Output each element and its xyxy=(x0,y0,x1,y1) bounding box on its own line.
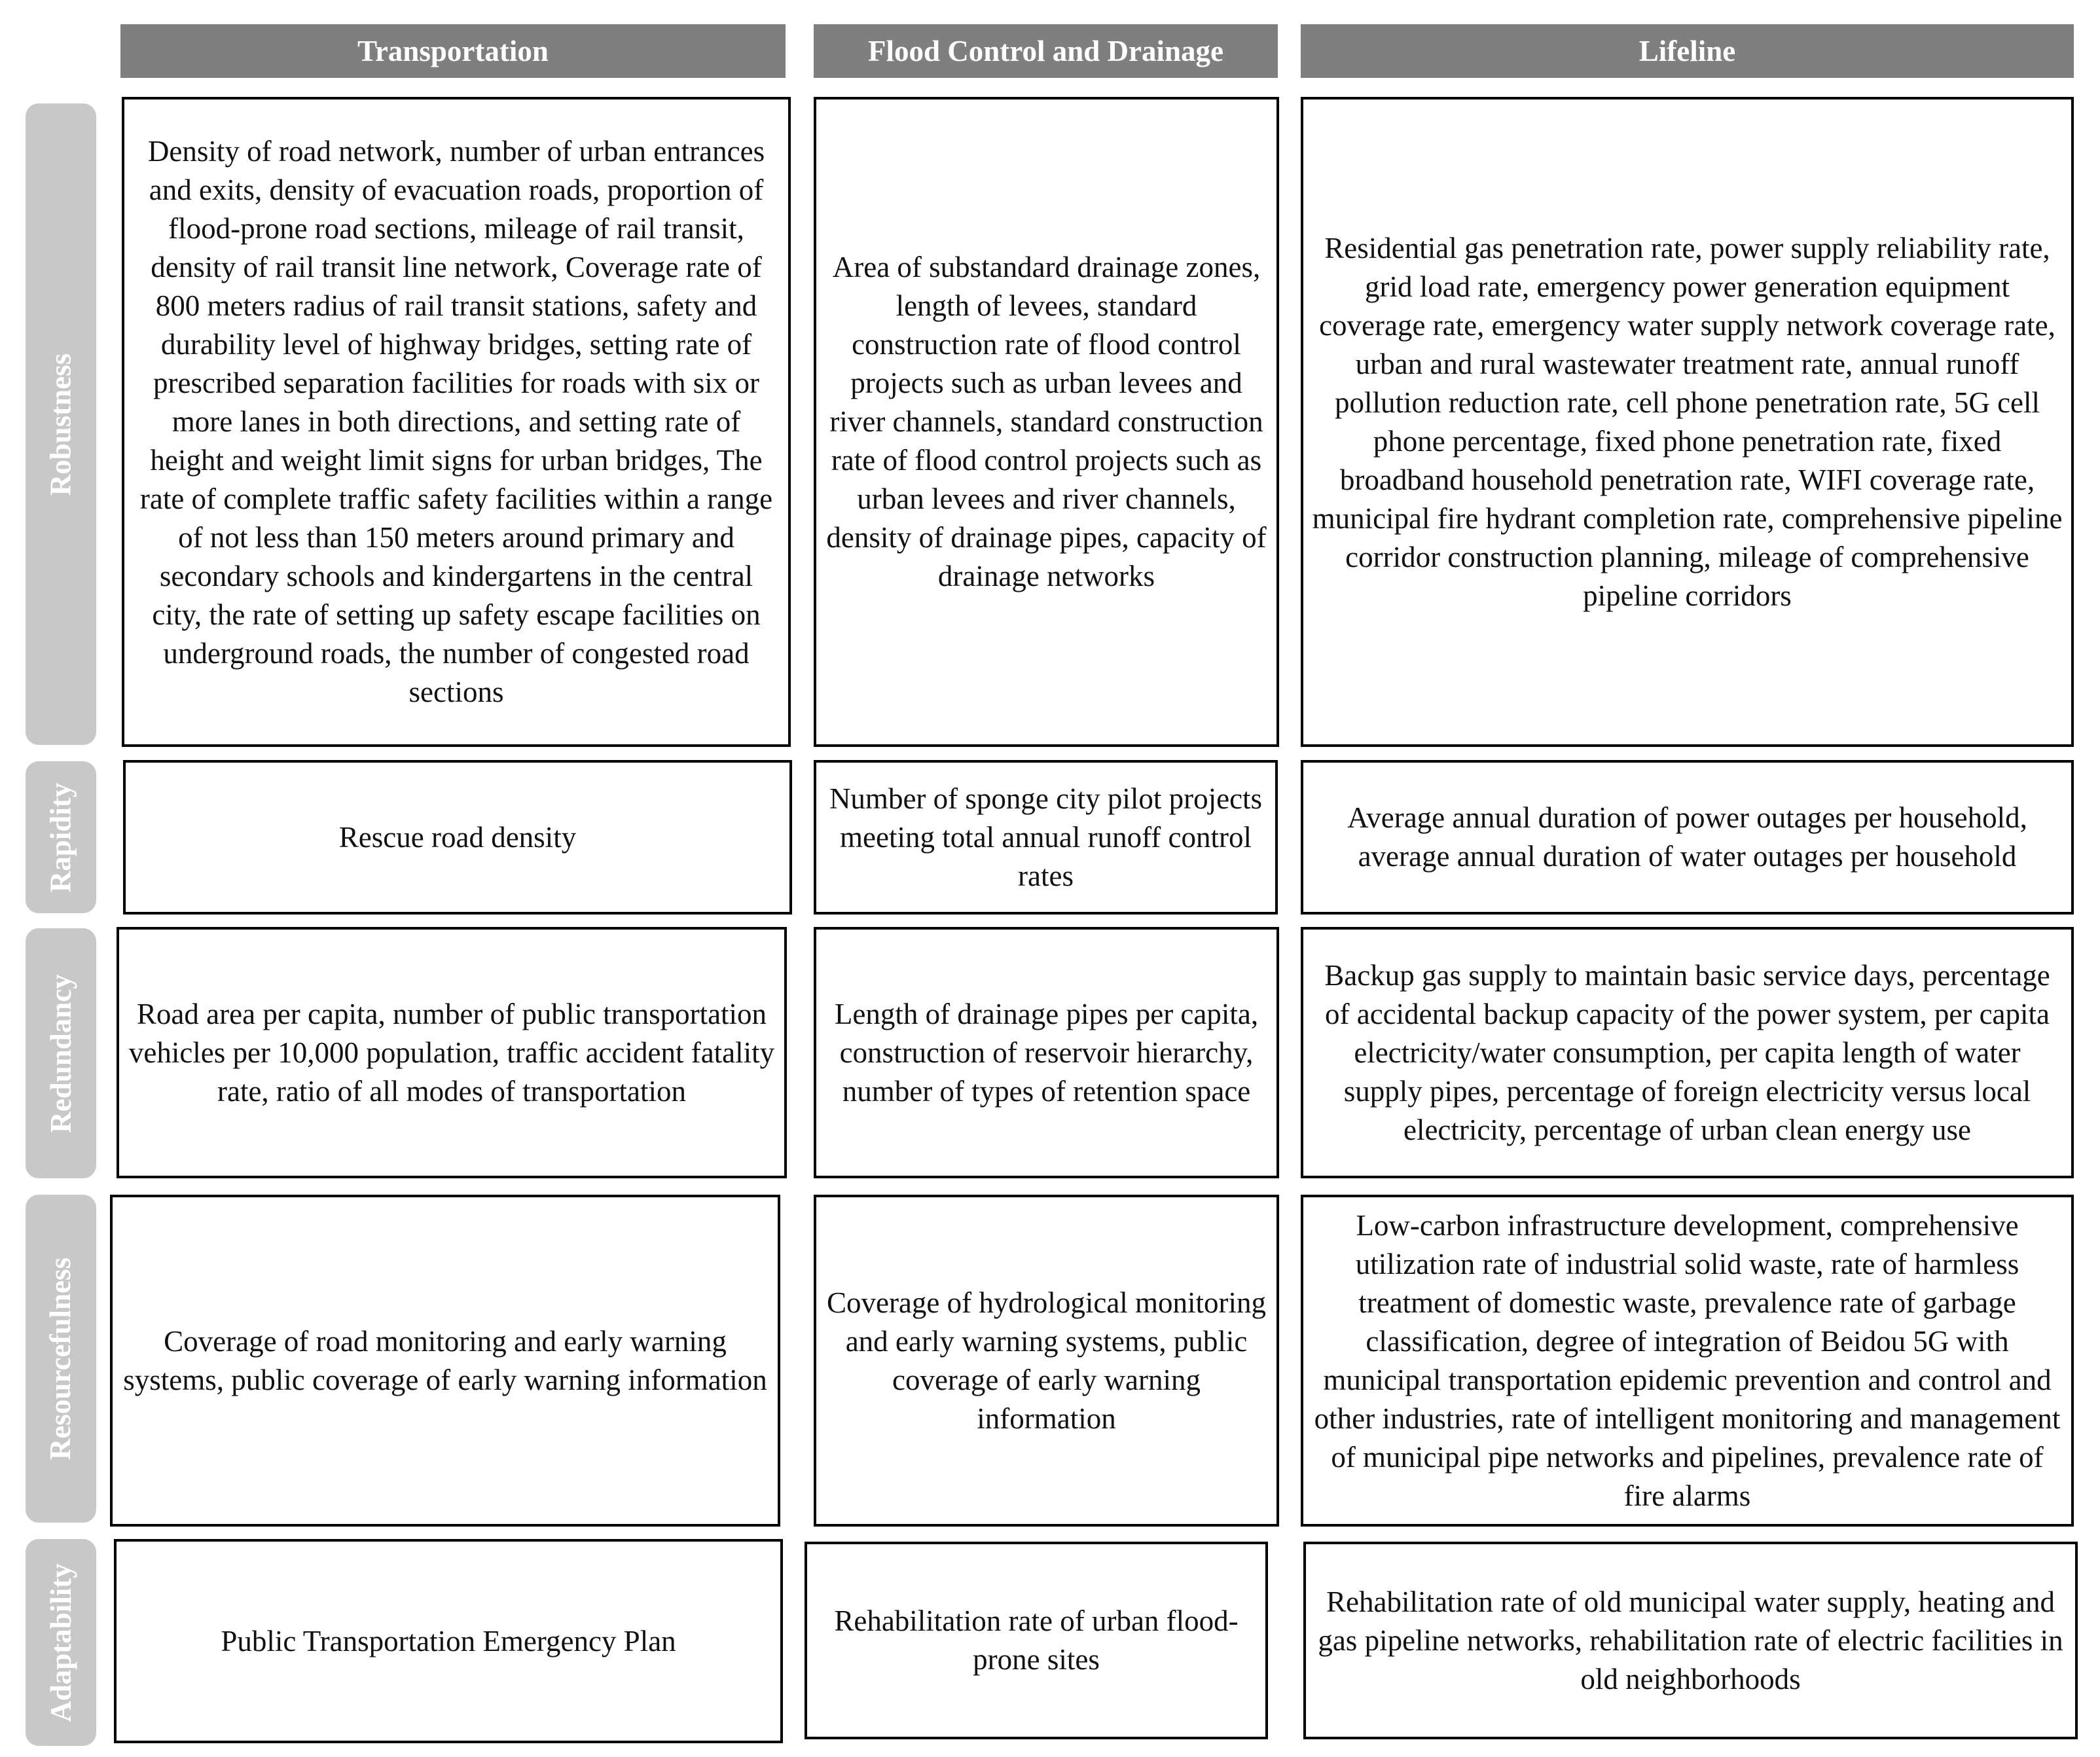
cell-text: Backup gas supply to maintain basic service days, percentage of accidental backup capacity of the power system, per capita electricity/water consumption, per capita length of water supply pipes, percentage of foreign electricity versus local electricity, percentage of urban clean energy use xyxy=(1324,958,2050,1146)
row-label-text: Rapidity xyxy=(44,782,77,892)
column-header-lifeline: Lifeline xyxy=(1301,24,2074,78)
row-label-text: Adaptability xyxy=(44,1563,77,1722)
cell-text: Rehabilitation rate of urban flood-prone sites xyxy=(834,1604,1239,1676)
row-label-text: Redundancy xyxy=(44,973,77,1133)
cell-text: Length of drainage pipes per capita, construction of reservoir hierarchy, number of types of retention space xyxy=(834,997,1259,1108)
cell-resourcefulness-lifeline xyxy=(1301,1195,2074,1527)
cell-adaptability-lifeline xyxy=(1303,1542,2078,1739)
row-label-adaptability xyxy=(26,1539,96,1746)
cell-redundancy-flood-control xyxy=(814,927,1279,1178)
cell-text: Low-carbon infrastructure development, comprehensive utilization rate of industrial solid waste, rate of harmless treatment of domestic waste, prevalence rate of garbage classification, degree of integration of Beidou 5G with municipal transportation epidemic prevention and control and other industries, rate of intelligent monitoring and management of municipal pipe networks and pipelines, prevalence rate of fire alarms xyxy=(1314,1208,2061,1512)
row-label-robustness xyxy=(26,103,96,745)
row-label-redundancy xyxy=(26,928,96,1178)
cell-redundancy-transportation xyxy=(117,927,787,1178)
cell-resourcefulness-transportation xyxy=(110,1195,780,1527)
cell-text: Average annual duration of power outages per household, average annual duration of water outages per household xyxy=(1347,801,2027,873)
row-label-text: Resourcefulness xyxy=(44,1257,77,1460)
cell-robustness-lifeline xyxy=(1301,97,2074,747)
row-label-resourcefulness xyxy=(26,1195,96,1523)
row-label-rapidity xyxy=(26,761,96,913)
cell-text: Residential gas penetration rate, power supply reliability rate, grid load rate, emergency power generation equipment coverage rate, emergency water supply network coverage rate, urban and rural wastewater treatment rate, annual runoff pollution reduction rate, cell phone penetration rate, 5G cell phone percentage, fixed phone penetration rate, fixed broadband household penetration rate, WIFI coverage rate, municipal fire hydrant completion rate, comprehensive pipeline corridor construction planning, mileage of comprehensive pipeline corridors xyxy=(1312,231,2063,612)
cell-text: Coverage of road monitoring and early warning systems, public coverage of early warning information xyxy=(123,1324,767,1396)
cell-text: Area of substandard drainage zones, length of levees, standard construction rate of flood control projects such as urban levees and river channels, standard construction rate of flood control projects such as urban levees and river channels, density of drainage pipes, capacity of drainage networks xyxy=(826,251,1267,592)
cell-rapidity-flood-control xyxy=(814,760,1278,915)
cell-text: Number of sponge city pilot projects meeting total annual runoff control rates xyxy=(829,782,1263,892)
cell-text: Coverage of hydrological monitoring and early warning systems, public coverage of early warning information xyxy=(826,1286,1267,1435)
column-header-flood-control-and-drainage: Flood Control and Drainage xyxy=(814,24,1278,78)
cell-text: Road area per capita, number of public transportation vehicles per 10,000 population, traffic accident fatality rate, ratio of all modes of transportation xyxy=(128,997,775,1108)
cell-text: Rescue road density xyxy=(338,820,577,854)
row-label-text: Robustness xyxy=(44,353,77,496)
cell-adaptability-transportation xyxy=(114,1539,783,1743)
cell-text: Density of road network, number of urban entrances and exits, density of evacuation roads, proportion of flood-prone road sections, mileage of rail transit, density of rail transit line network, Coverage rate of 800 meters radius of rail transit stations, safety and durability level of highway bridges, setting rate of prescribed separation facilities for roads with six or more lanes in both directions, and setting rate of height and weight limit signs for urban bridges, The rate of complete traffic safety facilities within a range of not less than 150 meters around primary and secondary schools and kindergartens in the central city, the rate of setting up safety escape facilities on underground roads, the number of congested road sections xyxy=(139,135,773,708)
column-header-transportation: Transportation xyxy=(120,24,786,78)
cell-text: Public Transportation Emergency Plan xyxy=(221,1624,676,1657)
cell-robustness-flood-control xyxy=(814,97,1279,747)
cell-rapidity-transportation xyxy=(123,760,792,915)
cell-resourcefulness-flood-control xyxy=(814,1195,1279,1527)
cell-rapidity-lifeline xyxy=(1301,760,2074,915)
cell-text: Rehabilitation rate of old municipal water supply, heating and gas pipeline networks, rehabilitation rate of electric facilities in old neighborhoods xyxy=(1318,1585,2063,1695)
cell-robustness-transportation xyxy=(122,97,791,747)
cell-adaptability-flood-control xyxy=(805,1542,1268,1739)
cell-redundancy-lifeline xyxy=(1301,927,2074,1178)
